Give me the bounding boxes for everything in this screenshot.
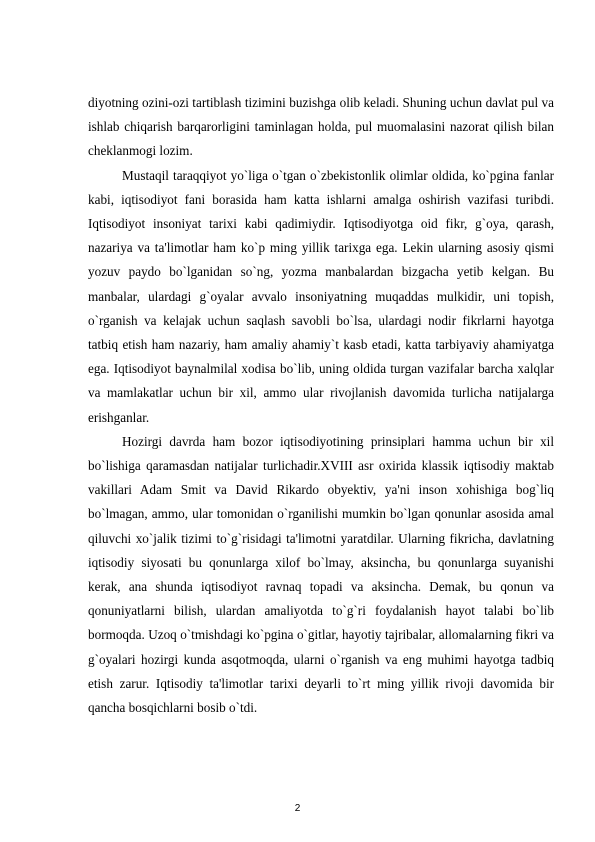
page-number: 2 [294,803,301,814]
paragraph-mustaqil-taraqqiyot: Mustaqil taraqqiyot yo`liga o`tgan o`zbekistonlik olimlar oldida, ko`pgina fanlar kabi, iqtisodiyot fani borasida ham katta ishlarni amalga oshirish vazifasi turibdi. Iqtisodiyot insoniyat tarixi kabi qadimiydir. Iqtisodiyotga oid fikr, g`oya, qarash, nazariya va ta'limotlar ham ko`p ming yillik tarixga ega. Lekin ularning asosiy qismi yozuv paydo bo`lganidan so`ng, yozma manbalardan bizgacha yetib kelgan. Bu manbalar, ulardagi g`oyalar avvalo insoniyatning muqaddas mulkidir, uni topish, o`rganish va kelajak uchun saqlash savobli bo`lsa, ulardagi nodir fikrlarni hayotga tatbiq etish ham nazariy, ham amaliy ahamiy`t kasb etadi, katta tarbiyaviy ahamiyatga ega. Iqtisodiyot baynalmilal xodisa bo`lib, uning oldida turgan vazifalar barcha xalqlar va mamlakatlar uchun bir xil, ammo ular rivojlanish davomida turlicha natijalarga erishganlar. [88,167,554,425]
paragraph-continuation: diyotning ozini-ozi tartiblash tizimini buzishga olib keladi. Shuning uchun davlat pul va ishlab chiqarish barqarorligini taminlagan holda, pul muomalasini nazorat qilish bilan cheklanmogi lozim. [88,95,554,159]
paragraph-hozirgi-davrda: Hozirgi davrda ham bozor iqtisodiyotining prinsiplari hamma uchun bir xil bo`lishiga qaramasdan natijalar turlichadir.XVIII asr oxirida klassik iqtisodiy maktab vakillari Adam Smit va David Rikardo obyektiv, ya'ni inson xohishiga bog`liq bo`lmagan, ammo, ular tomonidan o`rganilishi mumkin bo`lgan qonunlar asosida amal qiluvchi xo`jalik tizimi to`g`risidagi ta'limotni yaratdilar. Ularning fikricha, davlatning iqtisodiy siyosati bu qonunlarga xilof bo`lmay, aksincha, bu qonunlarga suyanishi kerak, ana shunda iqtisodiyot ravnaq topadi va aksincha. Demak, bu qonun va qonuniyatlarni bilish, ulardan amaliyotda to`g`ri foydalanish hayot talabi bo`lib bormoqda. Uzoq o`tmishdagi ko`pgina o`gitlar, hayotiy tajribalar, allomalarning fikri va g`oyalari hozirgi kunda asqotmoqda, ularni o`rganish va eng muhimi hayotga tadbiq etish zarur. Iqtisodiy ta'limotlar tarixi deyarli to`rt ming yillik rivoji davomida bir qancha bosqichlarni bosib o`tdi. [88,433,554,716]
body-text [88,91,554,720]
